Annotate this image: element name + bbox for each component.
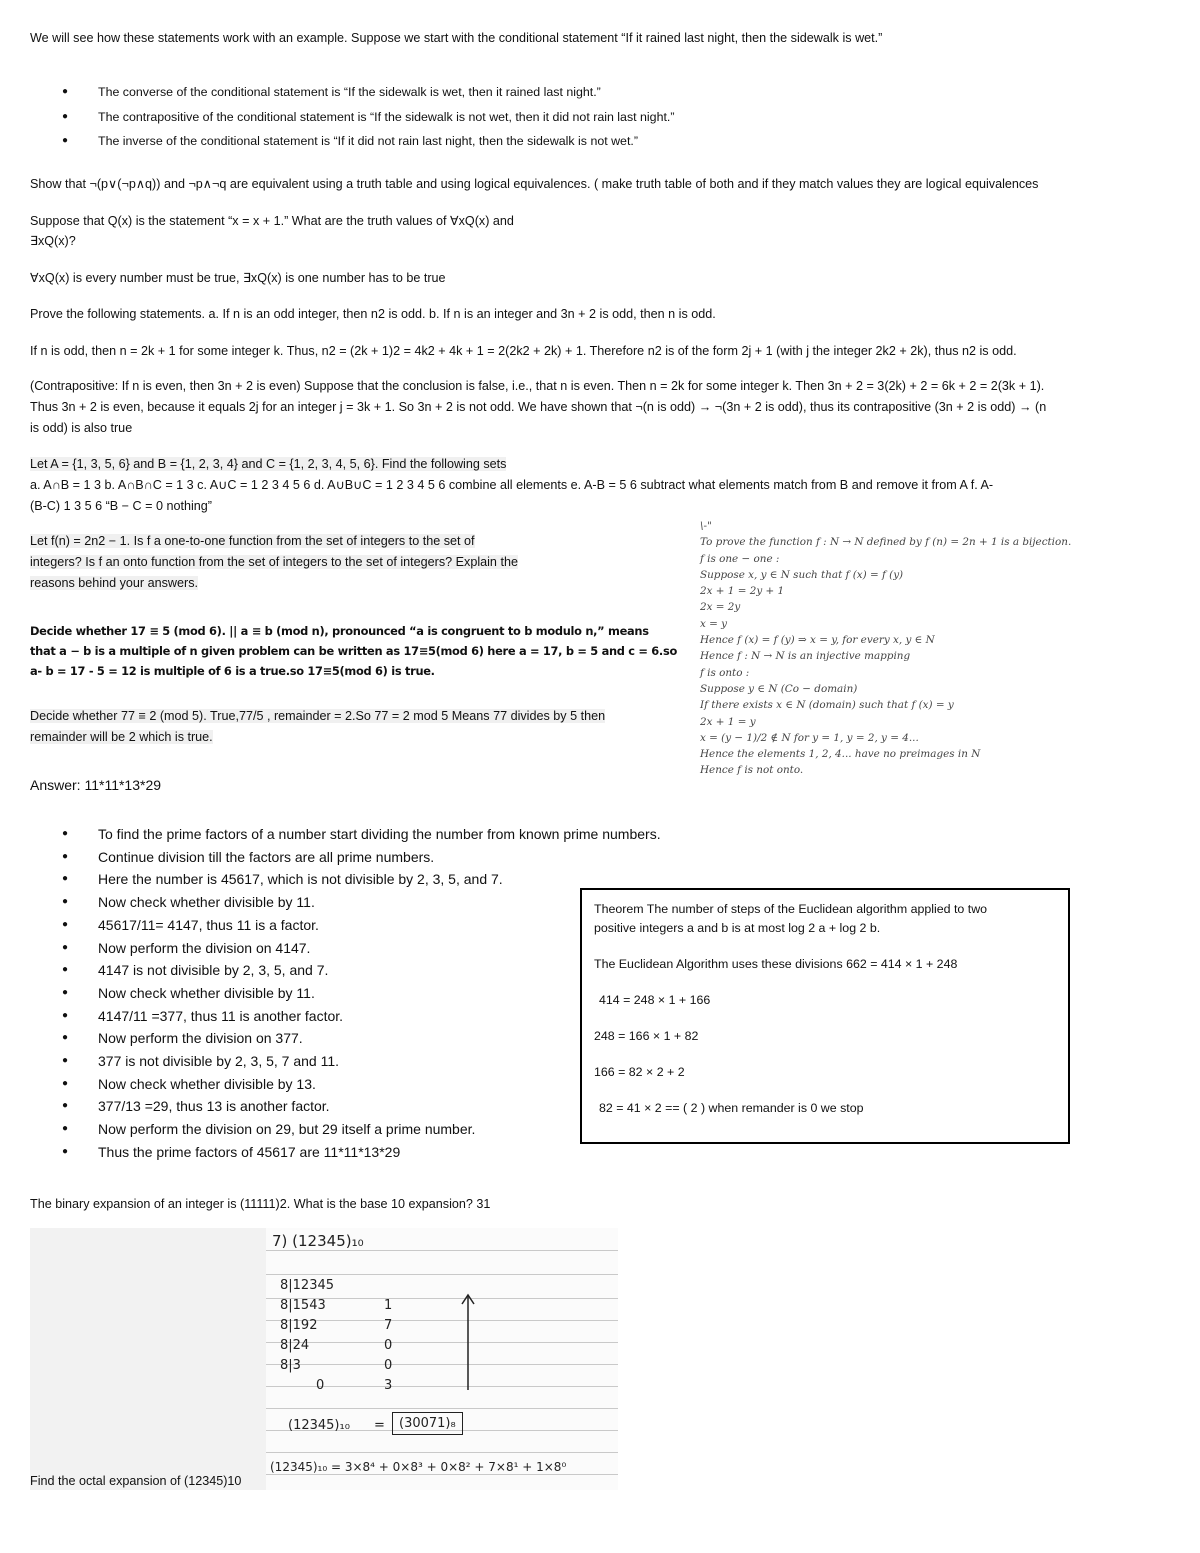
handwritten-bijection-proof (700, 518, 1170, 779)
proof-line: 2x + 1 = 2y + 1 (700, 585, 785, 598)
odd-square-proof: If n is odd, then n = 2k + 1 for some integer k. Thus, n2 = (2k + 1)2 = 4k2 + 4k + 1 = 2(2k2 + 2k) + 1. Therefore n2 is of the form 2j + 1 (with j the integer 2k2 + 2k), thus n2 is odd. (30, 344, 1017, 358)
proof-line: x = y (700, 617, 728, 630)
mod17-line3: a- b = 17 - 5 = 12 is multiple of 6 is a true.so 17≡5(mod 6) is true. (30, 664, 435, 678)
remainder: 0 (384, 1358, 393, 1373)
contrapositive-proof-line2: Thus 3n + 2 is even, because it equals 2j for an integer j = 3k + 1. So 3n + 2 is not odd. We have shown that ¬(n is odd) → ¬(3n + 2 is odd), thus its contrapositive (3n + 2 is odd) → (n (30, 400, 1047, 414)
mod77-line1: Decide whether 77 ≡ 2 (mod 5). True,77/5 , remainder = 2.So 77 = 2 mod 5 Means 77 divides by 5 then (30, 709, 606, 723)
show-that-question: Show that ¬(p∨(¬p∧q)) and ¬p∧¬q are equivalent using a truth table and using logical equivalences. ( make truth table of both and if they match values they are logical equivalences (30, 177, 1039, 191)
up-arrow-icon (456, 1292, 480, 1392)
list-item: ● Continue division till the factors are all prime numbers. (30, 846, 661, 869)
list-item: ● Now perform the division on 377. (30, 1027, 661, 1050)
mod17-line1: Decide whether 17 ≡ 5 (mod 6). || a ≡ b (mod n), pronounced “a is congruent to b modulo n,” means (30, 624, 649, 638)
mod77-line2: remainder will be 2 which is true. (30, 730, 213, 744)
remainder: 0 (384, 1338, 393, 1353)
function-question-line2: integers? Is f an onto function from the set of integers to the set of integers? Explain the (30, 555, 518, 569)
proof-line: \-" (700, 520, 712, 532)
remainder: 1 (384, 1298, 393, 1313)
factor-answer: Answer: 11*11*13*29 (30, 777, 162, 793)
proof-line: 2x = 2y (700, 601, 741, 614)
list-item: ● Thus the prime factors of 45617 are 11*11*13*29 (30, 1141, 661, 1164)
notebook-sheet (266, 1228, 618, 1490)
qx-answer: ∀xQ(x) is every number must be true, ∃xQ(x) is one number has to be true (30, 271, 446, 285)
list-item: ● The inverse of the conditional statement is “If it did not rain last night, then the sidewalk is not wet.” (30, 129, 674, 154)
sets-answer-line1: a. A∩B = 1 3 b. A∩B∩C = 1 3 c. A∪C = 1 2 3 4 5 6 d. A∪B∪C = 1 2 3 4 5 6 combine all elements e. A-B = 5 6 subtract what elements match from B and remove it from A f. A- (30, 478, 994, 492)
remainder: 7 (384, 1318, 393, 1333)
list-item: ● To find the prime factors of a number start dividing the number from known prime numbers. (30, 823, 661, 846)
proof-line: To prove the function f : N → N defined by f (n) = 2n + 1 is a bijection. (700, 536, 1072, 549)
list-item: ● 4147/11 =377, thus 11 is another factor. (30, 1005, 661, 1028)
theorem-line: 166 = 82 × 2 + 2 (594, 1065, 685, 1079)
function-question-line1: Let f(n) = 2n2 − 1. Is f a one-to-one function from the set of integers to the set of (30, 534, 475, 548)
handwritten-octal-scan (30, 1228, 618, 1490)
handwritten-title: 7) (12345)₁₀ (272, 1232, 364, 1250)
intro-text: We will see how these statements work with an example. Suppose we start with the conditional statement “If it rained last night, then the sidewalk is wet.” (30, 31, 883, 45)
division-step: 8|12345 (280, 1278, 335, 1293)
result-octal-boxed: (30071)₈ (392, 1412, 463, 1435)
theorem-line: positive integers a and b is at most log 2 a + log 2 b. (594, 921, 881, 935)
division-step: 8|1543 (280, 1298, 326, 1313)
prime-factor-steps-list (30, 823, 661, 1164)
mod17-line2: that a − b is a multiple of n given problem can be written as 17≡5(mod 6) here a = 17, b = 5 and c = 6.so (30, 644, 677, 658)
list-item: ● Now check whether divisible by 11. (30, 891, 661, 914)
proof-line: Suppose y ∈ N (Co − domain) (700, 682, 858, 695)
theorem-line: 414 = 248 × 1 + 166 (599, 993, 711, 1007)
sets-question: Let A = {1, 3, 5, 6} and B = {1, 2, 3, 4} and C = {1, 2, 3, 4, 5, 6}. Find the following sets (30, 457, 507, 471)
qx-question-line1: Suppose that Q(x) is the statement “x = x + 1.” What are the truth values of ∀xQ(x) and (30, 214, 514, 228)
conditional-statement-list (30, 80, 674, 154)
remainder: 3 (384, 1378, 393, 1393)
result-left: (12345)₁₀ (288, 1418, 350, 1433)
qx-question-line2: ∃xQ(x)? (30, 234, 76, 248)
list-item: ● Now perform the division on 29, but 29 itself a prime number. (30, 1118, 661, 1141)
prove-question: Prove the following statements. a. If n is an odd integer, then n2 is odd. b. If n is an integer and 3n + 2 is odd, then n is odd. (30, 307, 716, 321)
list-item: ● Now check whether divisible by 11. (30, 982, 661, 1005)
list-item: ● 377 is not divisible by 2, 3, 5, 7 and 11. (30, 1050, 661, 1073)
list-item: ● Now check whether divisible by 13. (30, 1073, 661, 1096)
proof-line: f is onto : (700, 666, 750, 679)
sets-answer-line2: (B-C) 1 3 5 6 “B − C = 0 nothing” (30, 499, 212, 513)
theorem-line: 82 = 41 × 2 == ( 2 ) when remander is 0 we stop (599, 1101, 864, 1115)
proof-line: Hence the elements 1, 2, 4... have no preimages in N (700, 748, 981, 761)
equals-sign: = (374, 1418, 385, 1433)
proof-line: Hence f is not onto. (700, 764, 804, 777)
octal-question: Find the octal expansion of (12345)10 (30, 1474, 242, 1488)
proof-line: Hence f : N → N is an injective mapping (700, 650, 911, 663)
contrapositive-proof-line1: (Contrapositive: If n is even, then 3n + 2 is even) Suppose that the conclusion is false, i.e., that n is even. Then n = 2k for some integer k. Then 3n + 2 = 3(2k) + 2 = 6k + 2 = 2(3k + 1). (30, 379, 1045, 393)
function-question-line3: reasons behind your answers. (30, 576, 199, 590)
proof-line: 2x + 1 = y (700, 715, 756, 728)
list-item: ● The contrapositive of the conditional statement is “If the sidewalk is not wet, then it did not rain last night.” (30, 105, 674, 130)
list-item: ● 4147 is not divisible by 2, 3, 5, and 7. (30, 959, 661, 982)
theorem-line: Theorem The number of steps of the Euclidean algorithm applied to two (594, 902, 988, 916)
proof-line: f is one − one : (700, 552, 780, 565)
binary-question: The binary expansion of an integer is (11111)2. What is the base 10 expansion? 31 (30, 1197, 491, 1211)
division-step: 8|24 (280, 1338, 310, 1353)
division-step: 8|192 (280, 1318, 318, 1333)
proof-line: Suppose x, y ∈ N such that f (x) = f (y) (700, 568, 904, 581)
proof-line: Hence f (x) = f (y) ⇒ x = y, for every x, y ∈ N (700, 634, 935, 647)
list-item: ● 45617/11= 4147, thus 11 is a factor. (30, 914, 661, 937)
list-item: ● The converse of the conditional statement is “If the sidewalk is wet, then it rained last night.” (30, 80, 674, 105)
division-step: 8|3 (280, 1358, 301, 1373)
list-item: ● 377/13 =29, thus 13 is another factor. (30, 1095, 661, 1118)
theorem-line: The Euclidean Algorithm uses these divisions 662 = 414 × 1 + 248 (594, 957, 958, 971)
list-item: ● Here the number is 45617, which is not divisible by 2, 3, 5, and 7. (30, 868, 661, 891)
proof-line: If there exists x ∈ N (domain) such that f (x) = y (700, 699, 954, 712)
contrapositive-proof-line3: is odd) is also true (30, 421, 133, 435)
octal-expansion: (12345)₁₀ = 3×8⁴ + 0×8³ + 0×8² + 7×8¹ + 1×8⁰ (270, 1460, 567, 1474)
proof-line: x = (y − 1)/2 ∉ N for y = 1, y = 2, y = 4... (700, 731, 919, 744)
theorem-line: 248 = 166 × 1 + 82 (594, 1029, 699, 1043)
euclidean-theorem-box (580, 888, 1070, 1144)
division-step: 0 (316, 1378, 325, 1393)
list-item: ● Now perform the division on 4147. (30, 937, 661, 960)
